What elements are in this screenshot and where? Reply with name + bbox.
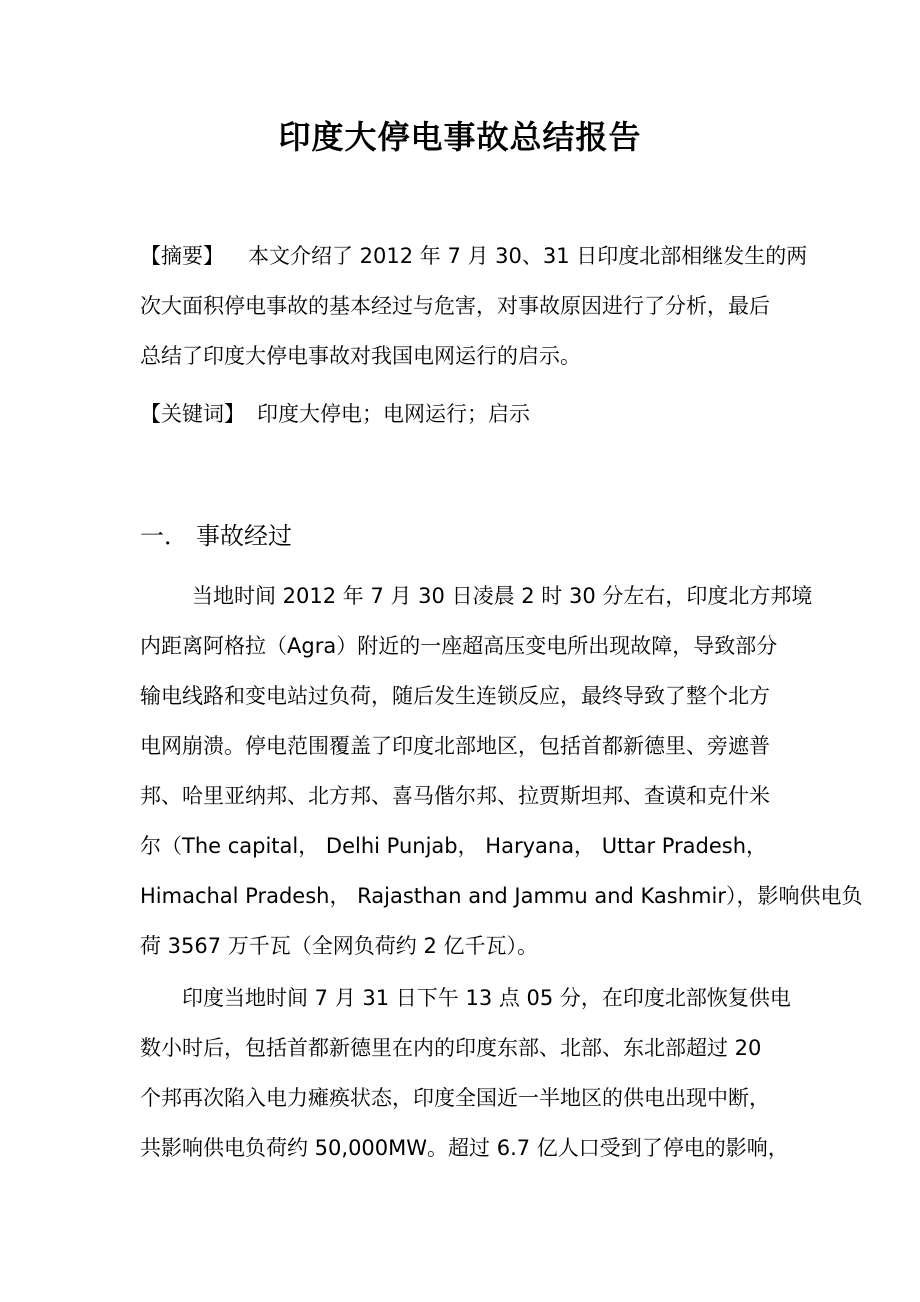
keywords-section [140,389,790,439]
paragraph-line: 电网崩溃。停电范围覆盖了印度北部地区，包括首都新德里、旁遮普 [140,734,770,758]
keywords-text: 印度大停电；电网运行；启示 [257,402,530,426]
paragraph-line: 共影响供电负荷约 50,000MW。超过 6.7 亿人口受到了停电的影响， [140,1136,789,1160]
paragraph-line: 尔（The capital， Delhi Punjab， Haryana， Uttar Pradesh， [140,834,768,858]
keywords-label: 【关键词】 [140,402,245,426]
paragraph-line: 输电线路和变电站过负荷，随后发生连锁反应，最终导致了整个北方 [140,684,770,708]
paragraph-line: 数小时后，包括首都新德里在内的印度东部、北部、东北部超过 20 [140,1036,762,1060]
paragraph-2 [140,973,790,1173]
abstract-line: 次大面积停电事故的基本经过与危害，对事故原因进行了分析，最后 [140,294,770,318]
paragraph-line: 荷 3567 万千瓦（全网负荷约 2 亿千瓦）。 [140,934,539,958]
paragraph-line: 个邦再次陷入电力瘫痪状态，印度全国近一半地区的供电出现中断， [140,1086,770,1110]
abstract-line: 总结了印度大停电事故对我国电网运行的启示。 [140,344,581,368]
section-title: 事故经过 [196,522,292,550]
abstract-section [140,231,808,381]
paragraph-line: 内距离阿格拉（Agra）附近的一座超高压变电所出现故障，导致部分 [140,634,778,658]
document-title: 印度大停电事故总结报告 [278,118,642,156]
paragraph-1 [140,571,863,971]
section-number: 一． [140,522,188,550]
paragraph-line: 印度当地时间 7 月 31 日下午 13 点 05 分，在印度北部恢复供电 [182,986,791,1010]
paragraph-line: 邦、哈里亚纳邦、北方邦、喜马偕尔邦、拉贾斯坦邦、查谟和克什米 [140,784,770,808]
section-heading [140,511,292,561]
abstract-line: 本文介绍了 2012 年 7 月 30、31 日印度北部相继发生的两 [248,244,808,268]
paragraph-line: Himachal Pradesh， Rajasthan and Jammu and Kashmir），影响供电负 [140,884,863,908]
abstract-label: 【摘要】 [140,244,224,268]
paragraph-line: 当地时间 2012 年 7 月 30 日凌晨 2 时 30 分左右，印度北方邦境 [192,584,813,608]
